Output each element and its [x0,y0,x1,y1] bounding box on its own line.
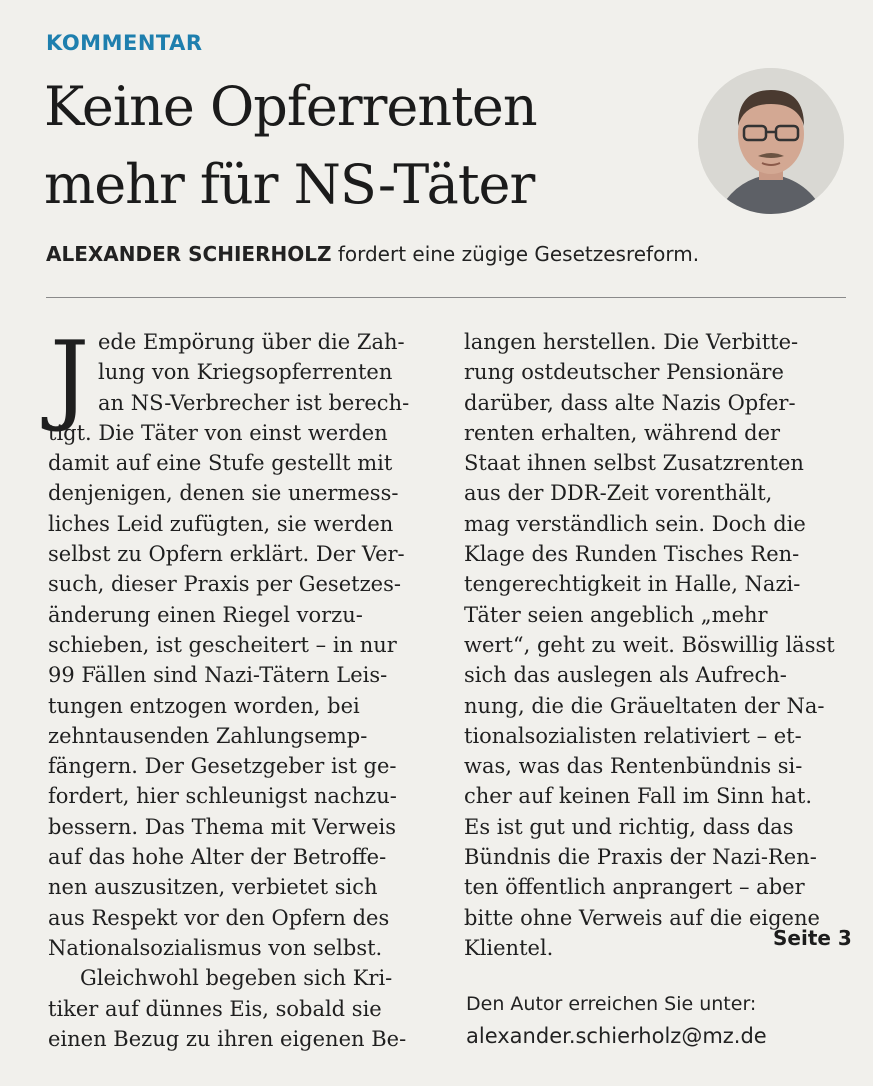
article-line: fängern. Der Gesetzgeber ist ge- [48,754,397,779]
byline [46,242,846,266]
article-line: bessern. Das Thema mit Verweis [48,814,396,839]
article-line: wert“, geht zu weit. Böswillig lässt [464,632,835,657]
article-line: Staat ihnen selbst Zusatzrenten [464,451,804,476]
article-line: fordert, hier schleunigst nachzu- [48,784,397,809]
page-reference: Seite 3 [773,926,852,950]
article-line: Es ist gut und richtig, dass das [464,814,794,839]
article-line: bitte ohne Verweis auf die eigene [464,905,820,930]
article-line: nen auszusitzen, verbietet sich [48,875,378,900]
byline-text: fordert eine zügige Gesetzesreform. [337,242,700,266]
article-line: damit auf eine Stufe gestellt mit [48,451,393,476]
article-line: lung von Kriegsopferrenten [98,360,393,385]
author-portrait-icon [698,68,844,214]
article-line: aus der DDR-Zeit vorenthält, [464,481,773,506]
article-column-right [464,327,854,963]
article-line: Klage des Runden Tisches Ren- [464,542,800,567]
article-line: langen herstellen. Die Verbitte- [464,330,799,354]
article-line: such, dieser Praxis per Gesetzes- [48,572,401,597]
article-line: sich das auslegen als Aufrech- [464,663,787,688]
article-line: aus Respekt vor den Opfern des [48,905,390,930]
article-column-left [48,321,438,1054]
article-line: was, was das Rentenbündnis si- [464,754,803,779]
article-line: 99 Fällen sind Nazi-Tätern Leis- [48,663,388,688]
author-photo [698,68,844,214]
article-line: Nationalsozialismus von selbst. [48,935,383,960]
headline-line-2: mehr für NS-Täter [44,153,535,216]
article-line: Klientel. [464,935,554,960]
divider-rule [46,297,846,298]
article-line: an NS-Verbrecher ist berech- [98,390,410,415]
article-line: cher auf keinen Fall im Sinn hat. [464,784,813,809]
article-line: nung, die die Gräueltaten der Na- [464,693,825,718]
dropcap: J [50,321,90,435]
article-line: ede Empörung über die Zah- [98,330,405,354]
article-line: denjenigen, denen sie unermess- [48,481,399,506]
author-contact [466,988,767,1052]
article-line: ten öffentlich anprangert – aber [464,875,805,900]
author-email: alexander.schierholz@mz.de [466,1024,767,1048]
article-line: Bündnis die Praxis der Nazi-Ren- [464,845,817,870]
article-line: Gleichwohl begeben sich Kri- [80,966,393,991]
article-line: Täter seien angeblich „mehr [464,602,768,627]
article-line: einen Bezug zu ihren eigenen Be- [48,1026,407,1051]
article-line: rung ostdeutscher Pensionäre [464,360,784,385]
article-line: selbst zu Opfern erklärt. Der Ver- [48,542,405,567]
headline-line-1: Keine Opferrenten [44,75,537,138]
section-kicker: KOMMENTAR [46,31,203,55]
article-line: zehntausenden Zahlungsemp- [48,723,368,748]
article-line: tigt. Die Täter von einst werden [48,420,388,445]
article-line: tiker auf dünnes Eis, sobald sie [48,996,382,1021]
article-line: renten erhalten, während der [464,420,781,445]
article-line: mag verständlich sein. Doch die [464,511,806,536]
article-line: tengerechtigkeit in Halle, Nazi- [464,572,801,597]
article-line: darüber, dass alte Nazis Opfer- [464,390,796,415]
article-line: änderung einen Riegel vorzu- [48,602,363,627]
article-line: tungen entzogen worden, bei [48,693,360,718]
author-name: ALEXANDER SCHIERHOLZ [46,242,332,266]
article-line: tionalsozialisten relativiert – et- [464,723,802,748]
headline [44,68,684,224]
article-line: schieben, ist gescheitert – in nur [48,632,397,657]
contact-label: Den Autor erreichen Sie unter: [466,993,757,1015]
article-line: liches Leid zufügten, sie werden [48,511,394,536]
article-line: auf das hohe Alter der Betroffe- [48,845,387,870]
